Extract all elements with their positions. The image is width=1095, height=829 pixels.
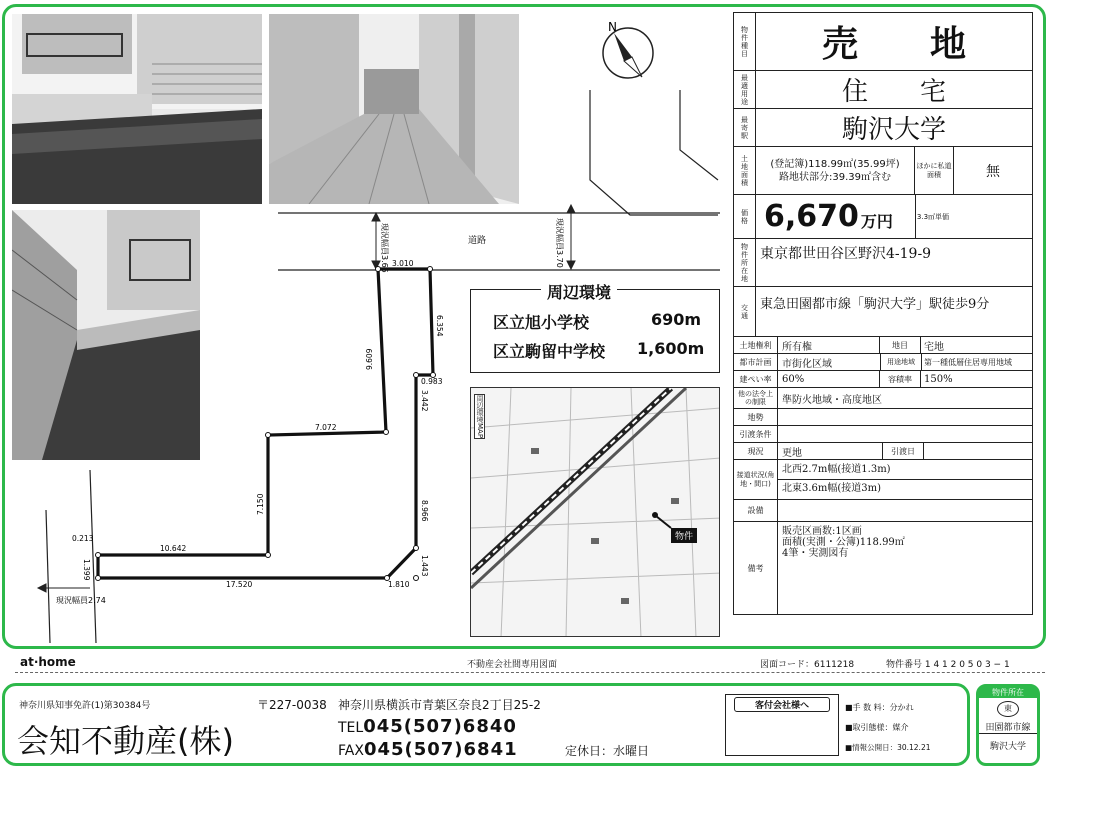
school-2-distance: 1,600m	[637, 339, 705, 358]
school-1-distance: 690m	[651, 310, 702, 329]
address-label: 物件所在地	[734, 239, 756, 286]
road-width-2: 現況幅員3.70	[555, 218, 564, 268]
dim-right-1: 6.354	[435, 315, 444, 337]
zoning-label: 用途地域	[880, 354, 922, 370]
property-pin-icon	[652, 512, 658, 518]
other-restrictions: 準防火地域・高度地区	[782, 394, 882, 406]
railway-circle-icon: 東	[997, 701, 1019, 717]
city-plan: 市街化区域	[782, 358, 832, 370]
license-number: 神奈川県知事免許(1)第30384号	[19, 701, 151, 711]
environment-title: 周辺環境	[541, 280, 617, 303]
athome-logo: at·home	[20, 655, 76, 669]
dim-bottom-outer: 17.520	[226, 580, 253, 589]
rights-label: 土地権利	[734, 337, 778, 353]
holiday: 定休日：水曜日	[565, 744, 650, 758]
dim-right-2: 3.442	[420, 390, 429, 412]
dim-right-3: 8.966	[420, 500, 429, 522]
dim-step: 0.983	[421, 377, 443, 386]
far-label: 容積率	[879, 371, 921, 387]
dim-left-long: 9.609	[365, 348, 374, 370]
station-label: 最寄駅	[734, 109, 756, 146]
dim-top: 3.010	[392, 259, 414, 268]
badge-line: 田園都市線	[979, 720, 1037, 734]
flag-lot-area: 路地状部分:39.39㎡含む	[779, 171, 891, 183]
land-area: (登記簿)118.99㎡(35.99坪)	[770, 158, 900, 170]
badge-title: 物件所在	[979, 687, 1037, 698]
land-rights: 所有権	[782, 341, 812, 353]
unit-price-label: 3.3㎡単価	[915, 195, 950, 238]
school-2-name: 区立駒留中学校	[493, 342, 606, 361]
property-spec-table	[733, 12, 1033, 615]
dim-end: 1.399	[82, 559, 91, 581]
private-road-label: ほかに私道面積	[914, 147, 953, 194]
deal-type: ■取引態様：媒介	[845, 723, 909, 732]
floor-area-ratio: 150%	[924, 373, 953, 385]
price: 6,670	[764, 199, 859, 234]
remarks-line-2: 面積(実測・公簿)118.99㎡	[782, 537, 905, 548]
private-road-value: 無	[953, 147, 1032, 194]
remarks-line-1: 販売区画数:1区画	[782, 526, 862, 537]
dim-left-2: 7.150	[256, 493, 265, 515]
tel-label: TEL	[338, 720, 364, 736]
coverage-label: 建ぺい率	[734, 371, 778, 387]
type-label: 物件種目	[734, 13, 756, 70]
nearest-station: 駒沢大学	[841, 115, 946, 145]
facilities-label: 設備	[734, 500, 778, 521]
road-width-3: 現況幅員2.74	[56, 596, 106, 605]
strip-center-text: 不動産会社間専用図面	[467, 660, 558, 670]
map-label: 周辺環境MAP	[476, 395, 484, 439]
price-label: 価格	[734, 195, 756, 238]
drawing-code: 図面コード：6111218	[760, 660, 855, 670]
dim-mid: 7.072	[315, 423, 337, 432]
postal-code: 〒227-0038	[257, 698, 327, 712]
transport-access: 東急田園都市線「駒沢大学」駅徒歩9分	[760, 297, 990, 312]
current-status: 更地	[782, 447, 802, 459]
school-1-name: 区立旭小学校	[493, 313, 590, 332]
dim-bottom-inner: 10.642	[160, 544, 187, 553]
road-access-2: 北東3.6m幅(接道3m)	[782, 483, 882, 494]
tel-number[interactable]: 045(507)6840	[363, 716, 517, 737]
coverage-ratio: 60%	[782, 373, 805, 385]
strip-divider	[15, 672, 1045, 673]
optimal-use: 住 宅	[841, 77, 946, 107]
north-label: N	[608, 20, 617, 34]
property-address: 東京都世田谷区野沢4-19-9	[760, 246, 932, 262]
tel-line	[338, 716, 517, 737]
handover-label: 引渡日	[882, 443, 924, 459]
fee: ■手 数 料：分かれ	[845, 703, 914, 712]
north-compass-icon	[603, 20, 653, 78]
fax-number: 045(507)6841	[363, 739, 518, 760]
property-number: 物件番号 1 4 1 2 0 5 0 3 − 1	[886, 660, 1010, 670]
info-date: ■情報公開日：30.12.21	[845, 743, 931, 752]
road-access-label: 接道状況(角地・間口)	[734, 460, 778, 499]
company-name: 会知不動産(株)	[17, 722, 234, 760]
road-width-1: 現況幅員3.65	[380, 223, 389, 273]
map-marker-label: 物件	[671, 528, 697, 543]
area-label: 土地面積	[734, 147, 756, 194]
zoning: 第一種低層住居専用地域	[924, 357, 1012, 367]
land-category-label: 地目	[879, 337, 921, 353]
terrain-label: 地勢	[734, 409, 778, 425]
area-map	[470, 387, 720, 637]
remarks-line-3: 4筆・実測図有	[782, 548, 849, 559]
company-address: 神奈川県横浜市青葉区奈良2丁目25-2	[338, 698, 541, 712]
stamp-box	[725, 694, 839, 756]
dim-corner: 1.443	[420, 555, 429, 577]
use-label: 最適用途	[734, 71, 756, 108]
transport-label: 交通	[734, 287, 756, 336]
other-restrictions-label: 他の法令上の制限	[734, 388, 778, 408]
dim-small: 0.213	[72, 534, 94, 543]
stamp-label: 客付会社様へ	[734, 697, 830, 712]
fax-label: FAX	[338, 743, 364, 759]
environment-box	[470, 283, 720, 373]
remarks-label: 備考	[734, 522, 778, 614]
lot-outline	[98, 269, 433, 578]
company-footer	[2, 683, 970, 766]
dim-corner-2: 1.810	[388, 580, 410, 589]
badge-station: 駒沢大学	[989, 742, 1026, 752]
property-type: 売 地	[821, 24, 966, 65]
city-plan-label: 都市計画	[734, 354, 778, 370]
road-label: 道路	[468, 236, 487, 246]
road-access-1: 北西2.7m幅(接道1.3m)	[778, 461, 1032, 480]
fax-line	[338, 739, 518, 760]
land-category: 宅地	[924, 341, 944, 353]
conditions-label: 引渡条件	[734, 426, 778, 442]
status-label: 現況	[734, 443, 778, 459]
location-badge	[976, 684, 1040, 766]
price-unit: 万円	[860, 212, 893, 231]
